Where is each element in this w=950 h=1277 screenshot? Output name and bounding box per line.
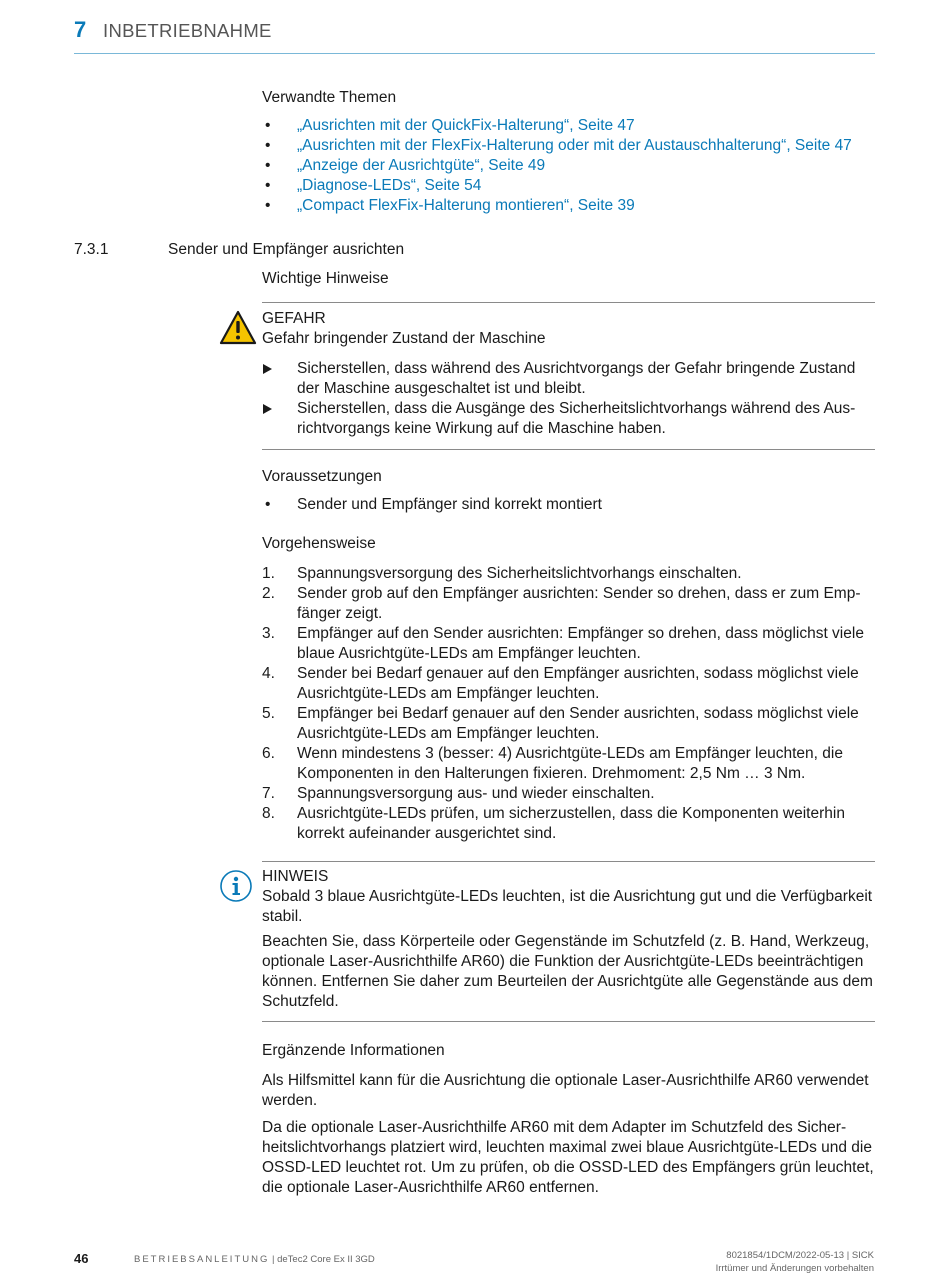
procedure-step: 7. Spannungsversorgung aus- und wieder einschalten. bbox=[262, 785, 655, 802]
prerequisites-heading: Voraussetzungen bbox=[262, 468, 382, 485]
note-bottom-rule bbox=[262, 1021, 875, 1022]
related-link[interactable]: „Compact FlexFix-Halterung montieren“, Seite 39 bbox=[297, 197, 635, 214]
chapter-number: 7 bbox=[74, 17, 87, 42]
prerequisite-item: • Sender und Empfänger sind korrekt montiert bbox=[265, 496, 602, 513]
danger-list bbox=[262, 359, 874, 439]
page-number: 46 bbox=[74, 1251, 89, 1266]
prerequisites bbox=[262, 467, 874, 515]
footer-doc-title: BETRIEBSANLEITUNG | deTec2 Core Ex II 3GD bbox=[134, 1254, 375, 1265]
additional-info bbox=[262, 1041, 874, 1198]
related-heading: Verwandte Themen bbox=[262, 89, 397, 106]
arrow-icon bbox=[263, 364, 272, 374]
procedure bbox=[262, 534, 874, 844]
procedure-step: 1. Spannungsversorgung des Sicherheitslichtvorhangs einschalten. bbox=[262, 565, 742, 582]
related-item[interactable]: • „Compact FlexFix-Halterung montieren“, Seite 39 bbox=[265, 197, 635, 214]
danger-top-rule bbox=[262, 302, 875, 303]
procedure-step: 5. Empfänger bei Bedarf genauer auf den Sender ausrichten, sodass möglichst viele Ausrichtgüte-LEDs am Empfänger leuchten. bbox=[262, 705, 859, 742]
note-label: HINWEIS bbox=[262, 868, 329, 885]
procedure-step: 6. Wenn mindestens 3 (besser: 4) Ausrichtgüte-LEDs am Empfänger leuchten, die Komponenten in den Halterungen fixieren. Drehmoment: 2,5 Nm … 3 Nm. bbox=[262, 745, 843, 782]
danger-box bbox=[262, 309, 874, 439]
danger-item: Sicherstellen, dass die Ausgänge des Sicherheitslichtvorhangs während des Ausrichtvorgangs keine Wirkung auf die Maschine haben. bbox=[262, 399, 874, 439]
note-para-1: Sobald 3 blaue Ausrichtgüte-LEDs leuchten, ist die Ausrichtung gut und die Verfügbarkeit stabil. bbox=[262, 888, 873, 925]
prerequisites-list bbox=[262, 495, 874, 515]
related-item[interactable]: • „Ausrichten mit der QuickFix-Halterung“, Seite 47 bbox=[265, 117, 635, 134]
procedure-step: 2. Sender grob auf den Empfänger ausrichten: Sender so drehen, dass er zum Empfänger zeigt. bbox=[262, 585, 861, 622]
arrow-icon bbox=[263, 404, 272, 414]
related-item[interactable]: • „Anzeige der Ausrichtgüte“, Seite 49 bbox=[265, 157, 546, 174]
important-heading: Wichtige Hinweise bbox=[262, 270, 389, 287]
procedure-steps bbox=[262, 564, 874, 844]
procedure-step: 4. Sender bei Bedarf genauer auf den Empfänger ausrichten, sodass möglichst viele Ausrichtgüte-LEDs am Empfänger leuchten. bbox=[262, 665, 859, 702]
related-topics bbox=[262, 88, 874, 216]
section-number: 7.3.1 bbox=[74, 241, 109, 258]
danger-subtitle: Gefahr bringender Zustand der Maschine bbox=[262, 330, 546, 347]
additional-heading: Ergänzende Informationen bbox=[262, 1042, 445, 1059]
warning-triangle-icon bbox=[219, 310, 257, 346]
danger-item: Sicherstellen, dass während des Ausrichtvorgangs der Gefahr bringende Zustand der Maschine ausgeschaltet ist und bleibt. bbox=[262, 359, 874, 399]
note-top-rule bbox=[262, 861, 875, 862]
note-para-2: Beachten Sie, dass Körperteile oder Gegenstände im Schutzfeld (z. B. Hand, Werkzeug, optionale Laser-Ausrichthilfe AR60) die Funktion der Ausrichtgüte-LEDs beeinträchtigen können. Entfernen Sie daher zum Beurteilen der Ausrichtgüte alle Gegenstände aus dem Schutzfeld. bbox=[262, 933, 873, 1010]
related-item[interactable]: • „Diagnose-LEDs“, Seite 54 bbox=[265, 177, 482, 194]
additional-para-1: Als Hilfsmittel kann für die Ausrichtung die optionale Laser-Ausrichthilfe AR60 verwendet werden. bbox=[262, 1072, 869, 1109]
procedure-heading: Vorgehensweise bbox=[262, 535, 376, 552]
footer-doc-id: 8021854/1DCM/2022-05-13 | SICK Irrtümer und Änderungen vorbehalten bbox=[715, 1250, 874, 1274]
related-link[interactable]: „Ausrichten mit der QuickFix-Halterung“, Seite 47 bbox=[297, 117, 635, 134]
section-title: Sender und Empfänger ausrichten bbox=[168, 241, 405, 258]
header-rule bbox=[74, 53, 875, 54]
info-icon bbox=[219, 869, 253, 903]
chapter-title: INBETRIEBNAHME bbox=[103, 20, 272, 41]
related-list bbox=[262, 116, 874, 216]
related-link[interactable]: „Ausrichten mit der FlexFix-Halterung oder mit der Austauschhalterung“, Seite 47 bbox=[297, 137, 852, 154]
danger-bottom-rule bbox=[262, 449, 875, 450]
related-item[interactable]: • „Ausrichten mit der FlexFix-Halterung oder mit der Austauschhalterung“, Seite 47 bbox=[265, 137, 852, 154]
procedure-step: 8. Ausrichtgüte-LEDs prüfen, um sicherzustellen, dass die Komponenten weiterhin korrekt aufeinander ausgerichtet sind. bbox=[262, 805, 845, 842]
danger-label: GEFAHR bbox=[262, 310, 326, 327]
procedure-step: 3. Empfänger auf den Sender ausrichten: Empfänger so drehen, dass möglichst viele blaue Ausrichtgüte-LEDs am Empfänger leuchten. bbox=[262, 625, 864, 662]
additional-para-2: Da die optionale Laser-Ausrichthilfe AR60 mit dem Adapter im Schutzfeld des Sicherheitslichtvorhangs platziert wird, leuchten maximal zwei blaue Ausrichtgüte-LEDs und die OSSD-LED leuchtet rot. Um zu prüfen, ob die OSSD-LED des Empfängers grün leuchtet, die optionale Laser-Ausrichthilfe AR60 entfernen. bbox=[262, 1119, 874, 1196]
related-link[interactable]: „Anzeige der Ausrichtgüte“, Seite 49 bbox=[297, 157, 546, 174]
related-link[interactable]: „Diagnose-LEDs“, Seite 54 bbox=[297, 177, 482, 194]
note-box bbox=[262, 867, 874, 1012]
